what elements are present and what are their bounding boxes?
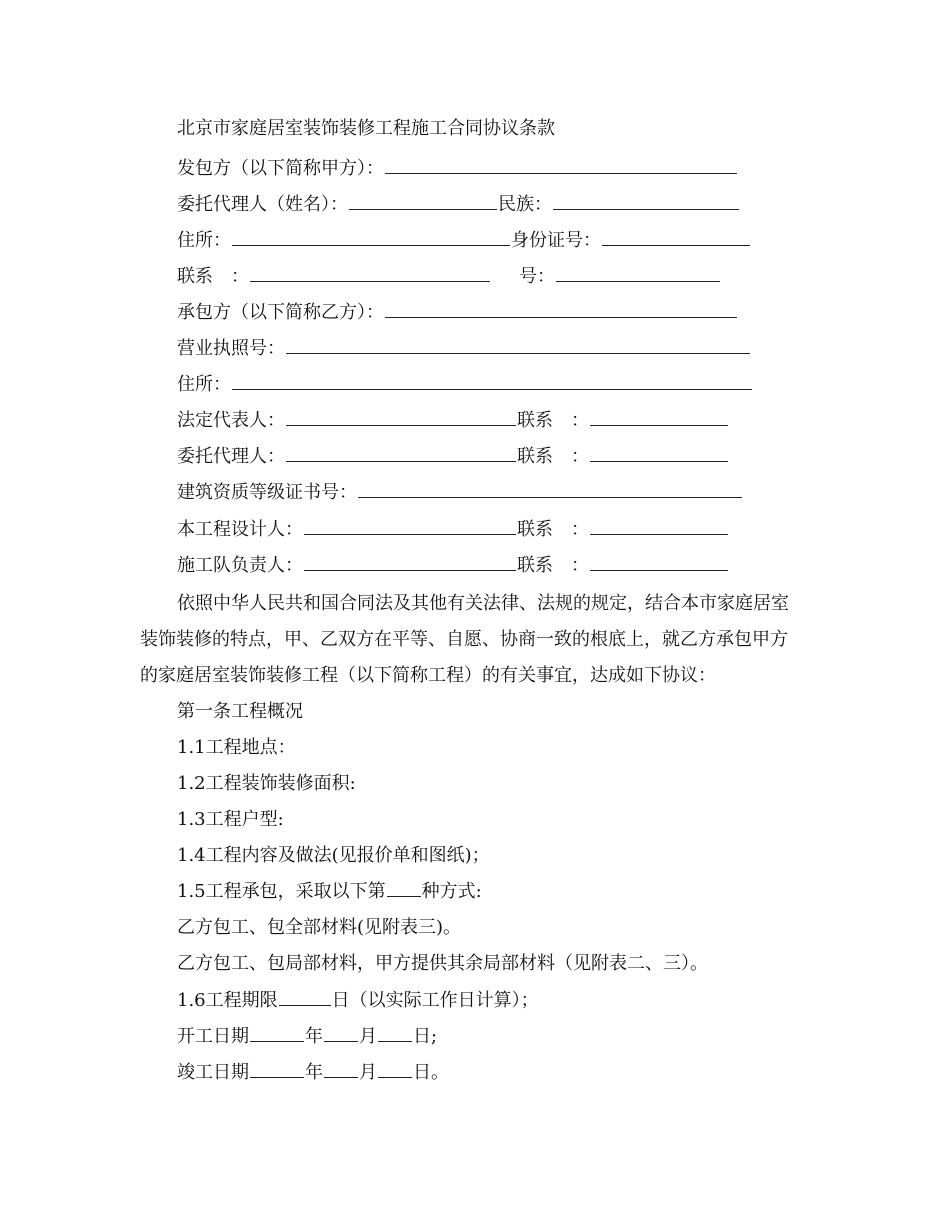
party-b-label: 承包方（以下简称乙方）： (177, 302, 384, 323)
item-1-6-suffix: 日（以实际工作日计算）； (331, 990, 539, 1011)
item-1-5-prefix: 1.5工程承包，采取以下第 (177, 881, 386, 902)
start-day-blank[interactable] (378, 1023, 412, 1042)
item-1-6 (177, 987, 539, 1015)
team-lead-blank[interactable] (304, 552, 516, 571)
agent-row (177, 191, 740, 219)
agent-b-contact-label: 联系 ： (517, 446, 589, 467)
start-year-blank[interactable] (250, 1023, 304, 1042)
item-1-6-prefix: 1.6工程期限 (177, 990, 278, 1011)
end-date-label: 竣工日期 (177, 1062, 249, 1083)
agent-b-contact-blank[interactable] (590, 443, 728, 462)
license-label: 营业执照号： (177, 338, 285, 359)
license-row (177, 335, 751, 363)
option-partial-materials: 乙方包工、包局部材料，甲方提供其余局部材料（见附表二、三）。 (177, 953, 708, 974)
start-date-label: 开工日期 (177, 1026, 249, 1047)
id-number-blank[interactable] (602, 227, 750, 246)
team-lead-contact-label: 联系 ： (517, 555, 589, 576)
address-a-label: 住所： (177, 230, 231, 251)
license-blank[interactable] (286, 335, 750, 354)
document-title: 北京市家庭居室装饰装修工程施工合同协议条款 (177, 118, 555, 139)
address-b-row (177, 371, 753, 399)
preamble-line-1: 依照中华人民共和国合同法及其他有关法律、法规的规定，结合本市家庭居室 (177, 593, 789, 614)
designer-contact-blank[interactable] (590, 516, 728, 535)
start-month-label: 月 (359, 1026, 377, 1047)
preamble-line-2: 装饰装修的特点，甲、乙双方在平等、自愿、协商一致的根底上，就乙方承包甲方 (140, 629, 788, 650)
item-1-4: 1.4工程内容及做法(见报价单和图纸)； (177, 845, 490, 866)
end-year-blank[interactable] (250, 1059, 304, 1078)
ethnicity-blank[interactable] (553, 191, 739, 210)
agent-name-blank[interactable] (349, 191, 497, 210)
address-id-row (177, 227, 751, 255)
item-1-5-suffix: 种方式: (421, 881, 482, 902)
party-b-row (177, 299, 738, 327)
party-a-label: 发包方（以下简称甲方）： (177, 158, 384, 179)
duration-days-blank[interactable] (279, 987, 331, 1006)
legal-rep-row (177, 407, 729, 435)
team-lead-contact-blank[interactable] (590, 552, 728, 571)
number-label: 号： (519, 266, 555, 287)
contact-a-row (177, 263, 721, 291)
legal-rep-contact-blank[interactable] (590, 407, 728, 426)
end-day-label: 日。 (413, 1062, 449, 1083)
end-month-blank[interactable] (324, 1059, 358, 1078)
agent-b-blank[interactable] (286, 443, 516, 462)
id-number-label: 身份证号： (511, 230, 601, 251)
article1-heading: 第一条工程概况 (177, 701, 303, 722)
address-b-label: 住所： (177, 374, 231, 395)
team-lead-label: 施工队负责人： (177, 555, 303, 576)
contract-mode-blank[interactable] (387, 878, 421, 897)
end-month-label: 月 (359, 1062, 377, 1083)
qualification-row (177, 479, 743, 507)
contact-a-label: 联系 ： (177, 266, 249, 287)
item-1-5 (177, 878, 482, 906)
item-1-2: 1.2工程装饰装修面积: (177, 773, 356, 794)
designer-blank[interactable] (304, 516, 516, 535)
end-day-blank[interactable] (378, 1059, 412, 1078)
legal-rep-blank[interactable] (286, 407, 516, 426)
team-lead-row (177, 552, 729, 580)
start-date-row (177, 1023, 437, 1051)
item-1-3: 1.3工程户型: (177, 809, 284, 830)
agent-b-label: 委托代理人： (177, 446, 285, 467)
address-a-blank[interactable] (232, 227, 510, 246)
start-day-label: 日; (413, 1026, 438, 1047)
end-year-label: 年 (305, 1062, 323, 1083)
preamble-line-3: 的家庭居室装饰装修工程（以下简称工程）的有关事宜，达成如下协议： (140, 665, 716, 686)
designer-contact-label: 联系 ： (517, 519, 589, 540)
start-month-blank[interactable] (324, 1023, 358, 1042)
start-year-label: 年 (305, 1026, 323, 1047)
party-b-blank[interactable] (385, 299, 737, 318)
qualification-blank[interactable] (358, 479, 742, 498)
ethnicity-label: 民族： (498, 194, 552, 215)
number-blank[interactable] (556, 263, 720, 282)
legal-rep-label: 法定代表人： (177, 410, 285, 431)
qualification-label: 建筑资质等级证书号： (177, 482, 357, 503)
party-a-blank[interactable] (385, 155, 737, 174)
legal-rep-contact-label: 联系 ： (517, 410, 589, 431)
designer-row (177, 516, 729, 544)
designer-label: 本工程设计人： (177, 519, 303, 540)
address-b-blank[interactable] (232, 371, 752, 390)
agent-b-row (177, 443, 729, 471)
party-a-row (177, 155, 738, 183)
item-1-1: 1.1工程地点： (177, 737, 296, 758)
contact-a-blank[interactable] (250, 263, 490, 282)
end-date-row (177, 1059, 449, 1087)
option-full-materials: 乙方包工、包全部材料(见附表三)。 (177, 917, 462, 938)
agent-name-label: 委托代理人（姓名）： (177, 194, 348, 215)
